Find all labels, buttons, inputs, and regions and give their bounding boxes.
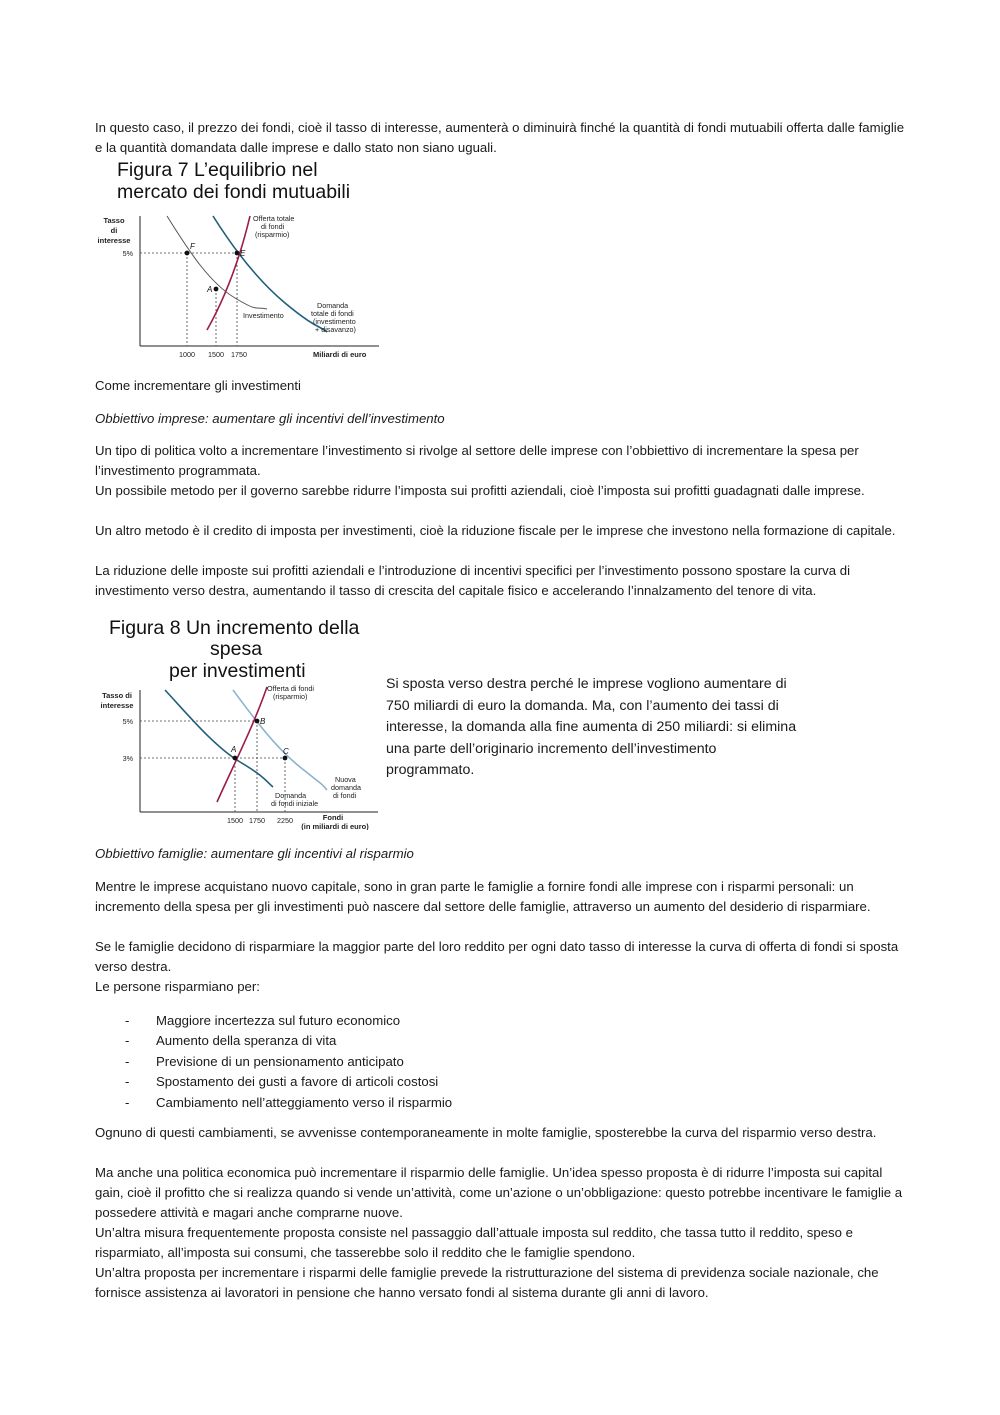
list-item [95, 1093, 795, 1113]
figure-8-point-b: B [260, 717, 266, 726]
figure-7-point-f: F [190, 242, 195, 251]
figure-8-point-c-marker [283, 756, 288, 761]
figure-8-point-a-marker [233, 756, 238, 761]
closing-paragraph-1: Ognuno di questi cambiamenti, se avvenisse contemporaneamente in molte famiglie, sposterebbe la curva del risparmio verso destra. [95, 1125, 877, 1140]
bullet-marker: - [125, 1053, 130, 1069]
figure-7-investment-label: Investimento [243, 311, 284, 320]
list-item-text: Aumento della speranza di vita [156, 1033, 337, 1049]
figure-7-demand-label-4: + disavanzo) [315, 325, 356, 334]
subheading-firms: Obbiettivo imprese: aumentare gli incentivi dell’investimento [95, 411, 445, 426]
list-item-text: Previsione di un pensionamento anticipato [156, 1053, 404, 1069]
firms-paragraph-4: La riduzione delle imposte sui profitti aziendali e l’introduzione di incentivi specifici per l’investimento possono spostare la curva di investimento verso destra, aumentando il tasso di crescita del capitale fisico e accelerando l’innalzamento del tenore di vita. [95, 563, 851, 598]
section-heading-investments: Come incrementare gli investimenti [95, 378, 301, 393]
list-item [95, 1072, 795, 1092]
figure-7-ylabel-3: interesse [97, 236, 131, 245]
figure-7-demand-label-2: totale di fondi [311, 309, 354, 318]
families-paragraph-2: Se le famiglie decidono di risparmiare la maggior parte del loro reddito per ogni dato tasso di interesse la curva di offerta di fondi si sposta verso destra. [95, 939, 899, 974]
figure-8-ylabel-2: interesse [100, 701, 134, 710]
families-paragraph-3: Le persone risparmiano per: [95, 979, 260, 994]
figure-8-supply-label-1: Offerta di fondi [267, 684, 315, 693]
figure-7-y-tick-5: 5% [122, 249, 133, 258]
bullet-marker: - [125, 1033, 130, 1049]
figure-7-x-tick-1500: 1500 [208, 350, 224, 359]
figure-8-title-line1: Figura 8 Un incremento della [109, 617, 360, 639]
closing-paragraph-3: Un’altra misura frequentemente proposta consiste nel passaggio dall’attuale imposta sul reddito, che tassa tutto il reddito, speso e risparmiato, all’imposta sui consumi, che tasserebbe solo il reddito che le famiglie spendono. [95, 1225, 853, 1260]
figure-7-point-f-marker [185, 251, 190, 256]
savings-reasons-list [95, 1011, 795, 1113]
figure-7-x-tick-1000: 1000 [179, 350, 195, 359]
figure-8-ylabel-1: Tasso di [102, 691, 132, 700]
figure-8-title-line3: per investimenti [169, 660, 306, 682]
figure-8-y-tick-5: 5% [122, 717, 133, 726]
figure-8-x-tick-2250: 2250 [277, 816, 293, 825]
figure-7-demand-label-3: (investimento [313, 317, 356, 326]
figure-7-xlabel: Miliardi di euro [313, 350, 367, 359]
figure-8-initial-demand-label-1: Domanda [275, 791, 307, 800]
list-item-text: Spostamento dei gusti a favore di articoli costosi [156, 1074, 439, 1090]
figure-8-new-demand-label-3: di fondi [333, 791, 357, 800]
figure-7-title-line2: mercato dei fondi mutuabili [117, 181, 351, 203]
figure-7-ylabel-1: Tasso [103, 216, 125, 225]
figure-8-xlabel-2: (in miliardi di euro) [301, 822, 369, 830]
figure-8 [95, 612, 381, 830]
families-paragraph-1: Mentre le imprese acquistano nuovo capitale, sono in gran parte le famiglie a fornire fondi alle imprese con i risparmi personali: un incremento della spesa per gli investimenti può nascere dal settore delle famiglie, attraverso un aumento del desiderio di risparmiare. [95, 879, 871, 914]
figure-7-point-a: A [207, 285, 213, 294]
figure-8-initial-demand-label-2: di fondi iniziale [271, 799, 319, 808]
figure-8-supply-label-2: (risparmio) [273, 692, 308, 701]
list-item [95, 1052, 795, 1072]
subheading-families: Obbiettivo famiglie: aumentare gli incentivi al risparmio [95, 846, 414, 861]
figure-7 [95, 158, 381, 362]
figure-8-x-tick-1750: 1750 [249, 816, 265, 825]
figure-7-supply-label-1: Offerta totale [253, 214, 295, 223]
figure-7-supply-label-2: di fondi [261, 222, 285, 231]
list-item [95, 1031, 795, 1051]
figure-7-demand-label-1: Domanda [317, 301, 349, 310]
figure-8-x-tick-1500: 1500 [227, 816, 243, 825]
list-item-text: Maggiore incertezza sul futuro economico [156, 1013, 401, 1028]
list-item-text: Cambiamento nell’atteggiamento verso il risparmio [156, 1094, 453, 1110]
figure-7-title-line1: Figura 7 L’equilibrio nel [117, 159, 318, 181]
figure-7-ylabel-2: di [110, 226, 118, 235]
figure-8-point-b-marker [255, 719, 260, 724]
bullet-marker: - [125, 1094, 130, 1110]
figure-8-y-tick-3: 3% [122, 754, 133, 763]
figure-8-xlabel-1: Fondi [322, 813, 344, 822]
closing-paragraph-4: Un’altra proposta per incrementare i risparmi delle famiglie prevede la ristrutturazione del sistema di previdenza sociale nazionale, che fornisce assistenza ai lavoratori in pensione che hanno versato fondi al sistema durante gli anni di lavoro. [95, 1265, 879, 1300]
bullet-marker: - [125, 1013, 130, 1028]
figure-7-point-a-marker [214, 287, 219, 292]
figure-8-title-line2: spesa [210, 638, 263, 660]
list-item [95, 1011, 795, 1031]
firms-paragraph-3: Un altro metodo è il credito di imposta per investimenti, cioè la riduzione fiscale per le imprese che investono nella formazione di capitale. [95, 523, 896, 538]
figure-8-chart [95, 612, 381, 830]
figure-8-point-c: C [283, 747, 289, 756]
figure-7-supply-label-3: (risparmio) [255, 230, 290, 239]
bullet-marker: - [125, 1074, 130, 1090]
figure-7-x-tick-1750: 1750 [231, 350, 247, 359]
firms-paragraph-2: Un possibile metodo per il governo sarebbe ridurre l’imposta sui profitti aziendali, cioè l’imposta sui profitti guadagnati dalle imprese. [95, 483, 865, 498]
figure-8-new-demand-label-2: domanda [331, 783, 361, 792]
figure-8-new-demand-label-1: Nuova [335, 775, 356, 784]
intro-paragraph: In questo caso, il prezzo dei fondi, cioè il tasso di interesse, aumenterà o diminuirà finché la quantità di fondi mutuabili offerta dalle famiglie e la quantità domandata dalle imprese e dallo stato non siano uguali. [95, 120, 905, 155]
figure-7-point-e: E [240, 249, 246, 258]
figure-8-caption: Si sposta verso destra perché le imprese vogliono aumentare di 750 miliardi di euro la domanda. Ma, con l’aumento dei tassi di interesse, la domanda alla fine aumenta di 250 miliardi: si elimina una parte dell’originario incremento dell’investimento programmato. [386, 676, 797, 778]
closing-paragraph-2: Ma anche una politica economica può incrementare il risparmio delle famiglie. Un’idea spesso proposta è di ridurre l’imposta sui capital gain, cioè il profitto che si realizza quando si vende un’attività, come un’azione o un’obbligazione: questo potrebbe incentivare le famiglie a possedere attività e magari anche comprarne nuove. [95, 1165, 903, 1220]
figure-7-chart [95, 158, 381, 362]
figure-8-point-a: A [231, 745, 237, 754]
figure-7-point-e-marker [235, 251, 240, 256]
firms-paragraph-1: Un tipo di politica volto a incrementare l’investimento si rivolge al settore delle imprese con l’obbiettivo di incrementare la spesa per l’investimento programmata. [95, 443, 859, 478]
